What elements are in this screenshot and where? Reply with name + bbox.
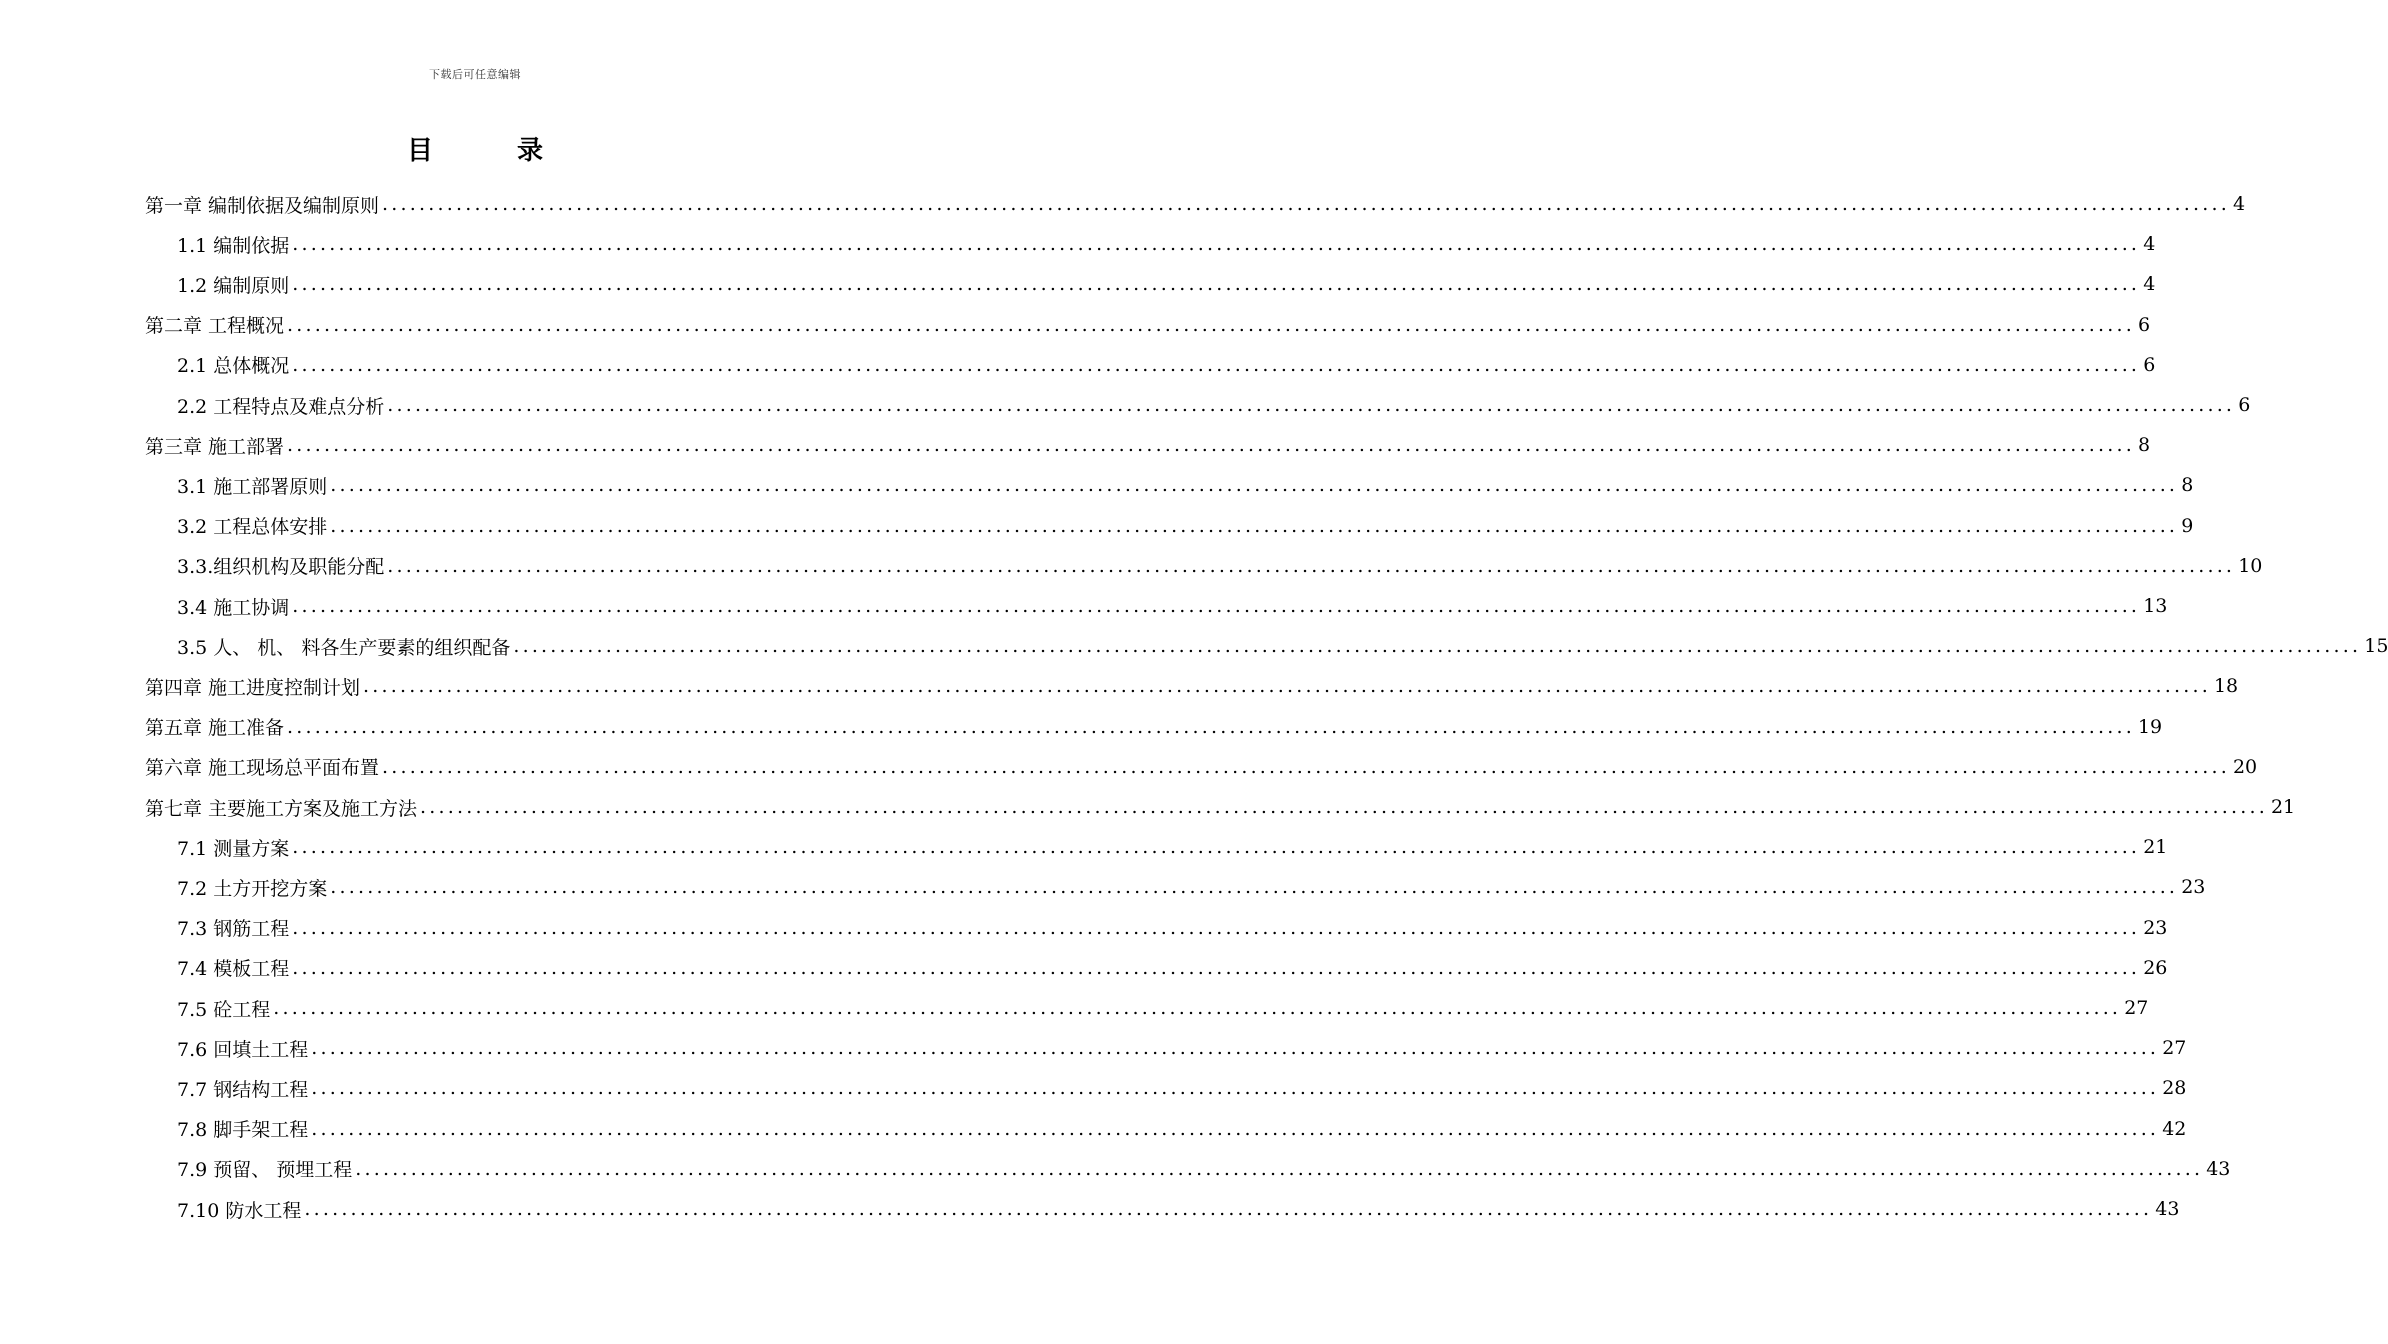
- toc-chapter-entry[interactable]: [145, 666, 2239, 706]
- toc-section-entry[interactable]: [177, 1109, 2187, 1149]
- toc-dot-leader: ........................................................................................................................................................................................................: [292, 353, 2141, 376]
- toc-entry-page: 6: [2143, 353, 2156, 376]
- toc-entry-label: 3.1 施工部署原则: [177, 475, 328, 498]
- toc-section-entry[interactable]: [177, 948, 2168, 988]
- toc-entry-page: 42: [2162, 1117, 2187, 1140]
- toc-dot-leader: ........................................................................................................................................................................................................: [330, 876, 2179, 899]
- toc-entry-page: 6: [2137, 313, 2151, 336]
- toc-entry-page: 21: [2270, 796, 2296, 818]
- toc-entry-page: 6: [2238, 394, 2251, 416]
- toc-chapter-entry[interactable]: [145, 787, 2296, 827]
- toc-section-entry[interactable]: [177, 988, 2149, 1028]
- toc-section-entry[interactable]: [177, 546, 2263, 586]
- toc-section-entry[interactable]: [177, 908, 2168, 948]
- toc-section-entry[interactable]: [177, 264, 2156, 304]
- toc-entry-page: 27: [2162, 1037, 2187, 1060]
- toc-entry-page: 8: [2137, 434, 2151, 457]
- toc-dot-leader: ........................................................................................................................................................................................................: [330, 474, 2179, 497]
- toc-entry-page: 43: [2206, 1157, 2231, 1180]
- toc-entry-label: 7.3 钢筋工程: [177, 918, 290, 941]
- toc-dot-leader: ........................................................................................................................................................................................................: [304, 1198, 2153, 1220]
- toc-entry-label: 2.2 工程特点及难点分析: [177, 395, 385, 418]
- toc-section-entry[interactable]: [177, 1149, 2231, 1189]
- toc-dot-leader: ........................................................................................................................................................................................................: [311, 1037, 2160, 1060]
- title-char-1: 目: [406, 136, 433, 166]
- toc-entry-label: 3.2 工程总体安排: [177, 516, 328, 539]
- toc-entry-label: 第二章 工程概况: [145, 315, 285, 338]
- toc-chapter-entry[interactable]: [145, 184, 2246, 224]
- toc-chapter-entry[interactable]: [145, 305, 2151, 345]
- toc-entry-label: 第一章 编制依据及编制原则: [145, 194, 380, 217]
- toc-dot-leader: ........................................................................................................................................................................................................: [355, 1157, 2204, 1180]
- toc-entry-page: 19: [2137, 715, 2163, 738]
- toc-entry-page: 8: [2181, 474, 2194, 497]
- toc-entry-label: 7.1 测量方案: [177, 837, 290, 860]
- toc-entry-label: 7.10 防水工程: [177, 1199, 302, 1222]
- toc-entry-label: 第四章 施工进度控制计划: [145, 676, 361, 699]
- toc-dot-leader: ........................................................................................................................................................................................................: [292, 916, 2141, 939]
- toc-chapter-entry[interactable]: [145, 707, 2163, 747]
- toc-dot-leader: ........................................................................................................................................................................................................: [387, 394, 2236, 416]
- toc-entry-page: 13: [2143, 595, 2168, 617]
- toc-entry-label: 7.8 脚手架工程: [177, 1119, 309, 1142]
- toc-dot-leader: ........................................................................................................................................................................................................: [292, 956, 2141, 979]
- toc-entry-label: 2.1 总体概况: [177, 355, 290, 378]
- toc-entry-page: 10: [2238, 554, 2263, 577]
- toc-entry-page: 23: [2181, 876, 2206, 899]
- toc-dot-leader: ........................................................................................................................................................................................................: [287, 313, 2135, 336]
- toc-entry-label: 3.3.组织机构及职能分配: [177, 556, 385, 579]
- header-note: 下载后可任意编辑: [429, 68, 521, 81]
- toc-chapter-entry[interactable]: [145, 747, 2258, 787]
- toc-entry-page: 20: [2232, 755, 2258, 778]
- toc-section-entry[interactable]: [177, 385, 2251, 425]
- toc-dot-leader: ........................................................................................................................................................................................................: [363, 675, 2211, 698]
- toc-entry-label: 7.4 模板工程: [177, 958, 290, 981]
- toc-dot-leader: ........................................................................................................................................................................................................: [287, 434, 2135, 457]
- toc-entry-label: 1.1 编制依据: [177, 234, 290, 257]
- toc-entry-label: 7.7 钢结构工程: [177, 1078, 309, 1101]
- toc-dot-leader: ........................................................................................................................................................................................................: [292, 233, 2141, 256]
- toc-entry-page: 15: [2364, 635, 2388, 658]
- toc-entry-label: 第六章 施工现场总平面布置: [145, 757, 380, 780]
- toc-section-entry[interactable]: [177, 1068, 2187, 1108]
- toc-entry-page: 4: [2232, 193, 2246, 215]
- toc-entry-label: 7.5 砼工程: [177, 998, 271, 1021]
- toc-dot-leader: ........................................................................................................................................................................................................: [311, 1117, 2160, 1140]
- toc-entry-page: 26: [2143, 956, 2168, 979]
- toc-entry-page: 27: [2124, 997, 2149, 1019]
- toc-entry-label: 3.4 施工协调: [177, 596, 290, 619]
- toc-dot-leader: ........................................................................................................................................................................................................: [387, 554, 2236, 577]
- page-title: [0, 130, 950, 167]
- toc-entry-page: 21: [2143, 836, 2168, 859]
- toc-dot-leader: ........................................................................................................................................................................................................: [382, 755, 2230, 778]
- toc-entry-label: 1.2 编制原则: [177, 274, 290, 297]
- toc-section-entry[interactable]: [177, 867, 2206, 907]
- toc-dot-leader: ........................................................................................................................................................................................................: [311, 1077, 2160, 1100]
- toc-entry-page: 4: [2143, 233, 2156, 256]
- toc-dot-leader: ........................................................................................................................................................................................................: [292, 836, 2141, 859]
- toc-entry-page: 43: [2155, 1198, 2180, 1220]
- toc-entry-page: 23: [2143, 916, 2168, 939]
- toc-entry-page: 28: [2162, 1077, 2187, 1100]
- toc-entry-label: 7.6 回填土工程: [177, 1038, 309, 1061]
- toc-dot-leader: ........................................................................................................................................................................................................: [292, 595, 2141, 617]
- toc-section-entry[interactable]: [177, 586, 2168, 626]
- toc-chapter-entry[interactable]: [145, 425, 2151, 465]
- toc-entry-label: 第七章 主要施工方案及施工方法: [145, 797, 418, 820]
- toc-entry-label: 3.5 人、 机、 料各生产要素的组织配备: [177, 636, 511, 659]
- toc-dot-leader: ........................................................................................................................................................................................................: [420, 796, 2268, 818]
- toc-dot-leader: ........................................................................................................................................................................................................: [330, 514, 2179, 537]
- toc-dot-leader: ........................................................................................................................................................................................................: [287, 715, 2135, 738]
- toc-section-entry[interactable]: [177, 827, 2168, 867]
- toc-dot-leader: ........................................................................................................................................................................................................: [513, 635, 2362, 658]
- toc-entry-label: 第五章 施工准备: [145, 717, 285, 740]
- toc-section-entry[interactable]: [177, 506, 2194, 546]
- title-char-2: 录: [517, 136, 544, 166]
- toc-entry-label: 7.2 土方开挖方案: [177, 877, 328, 900]
- toc-section-entry[interactable]: [177, 626, 2388, 666]
- toc-section-entry[interactable]: [177, 1189, 2180, 1229]
- toc-entry-page: 9: [2181, 514, 2194, 537]
- toc-dot-leader: ........................................................................................................................................................................................................: [382, 193, 2230, 215]
- toc-section-entry[interactable]: [177, 1028, 2187, 1068]
- toc-entry-page: 18: [2213, 675, 2239, 698]
- toc-section-entry[interactable]: [177, 345, 2156, 385]
- toc-entry-label: 7.9 预留、 预埋工程: [177, 1159, 353, 1182]
- toc-entry-label: 第三章 施工部署: [145, 435, 285, 458]
- toc-dot-leader: ........................................................................................................................................................................................................: [292, 273, 2141, 296]
- toc-dot-leader: ........................................................................................................................................................................................................: [273, 997, 2122, 1019]
- toc-entry-page: 4: [2143, 273, 2156, 296]
- toc-section-entry[interactable]: [177, 465, 2194, 505]
- toc-section-entry[interactable]: [177, 224, 2156, 264]
